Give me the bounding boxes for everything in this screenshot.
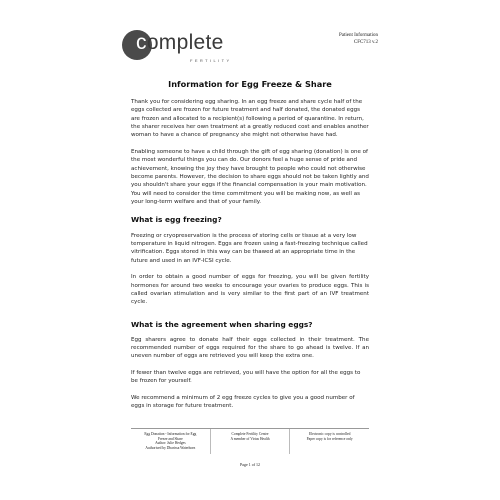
section-heading-egg-freezing: What is egg freezing? bbox=[131, 214, 222, 224]
logo-wordmark bbox=[136, 31, 224, 55]
footer-doc-name-line2: Freeze and Share bbox=[157, 436, 183, 441]
section-heading-sharing-agreement: What is the agreement when sharing eggs? bbox=[131, 319, 313, 329]
logo-subtitle: FERTILITY bbox=[190, 58, 232, 63]
document-code: CFC713 v.2 bbox=[353, 39, 378, 45]
document-footer bbox=[131, 428, 369, 454]
footer-electronic-copy-note: Electronic copy is controlled bbox=[308, 432, 351, 436]
logo-text-rest: omplete bbox=[146, 31, 224, 54]
sharing-agreement-paragraph-2: If fewer than twelve eggs are retrieved, you will have the option for all the eggs to be frozen for yourself. bbox=[131, 370, 361, 385]
sharing-agreement-paragraph-3: We recommend a minimum of 2 egg freeze cycles to give you a good number of eggs in storage for future treatment. bbox=[131, 395, 355, 410]
egg-freezing-paragraph-2: In order to obtain a good number of eggs for freezing, you will be given fertility hormones for around two weeks to encourage your ovaries to produce eggs. This is called ovarian stimulation and is very similar to the first part of an IVF treatment cycle. bbox=[131, 274, 369, 306]
sharing-agreement-paragraph-1: Egg sharers agree to donate half their eggs collected in their treatment. The recommended number of eggs required for the share to go ahead is twelve. If an uneven number of eggs are retrieved you will keep the extra one. bbox=[131, 336, 369, 360]
footer-member-of: A member of Virtus Health bbox=[230, 436, 270, 441]
complete-fertility-logo bbox=[122, 24, 232, 64]
egg-freezing-paragraph-1: Freezing or cryopreservation is the process of storing cells or tissue at a very low temperature in liquid nitrogen. Eggs are frozen using a fast-freezing technique called vitrification. Eggs stored in this way can be thawed at an appropriate time in the future and used in an IVF-ICSI cycle. bbox=[131, 232, 368, 264]
logo-text-first: c bbox=[136, 31, 147, 54]
intro-paragraph-2: Enabling someone to have a child through the gift of egg sharing (donation) is one of the most wonderful things you can do. Our donors feel a huge sense of pride and achievement, knowing the joy they have brought to people who could not otherwise become parents. However, the decision to share eggs should not be taken lightly and you shouldn't share your eggs if the financial compensation is your main motivation. You will need to consider the time commitment you will be making now, as well as your long-term welfare and that of your family. bbox=[131, 149, 369, 206]
intro-paragraph-1: Thank you for considering egg sharing. In an egg freeze and share cycle half of the eggs collected are frozen for future treatment and half donated, the donated eggs are frozen and allocated to a recipient(s) following a period of quarantine. In return, the sharer receives her own treatment at a greatly reduced cost and enables another woman to have a chance of pregnancy she might not otherwise have had. bbox=[131, 99, 369, 139]
footer-doc-name-line1: Egg Donation - Information for Egg bbox=[144, 432, 197, 436]
document-body bbox=[131, 98, 369, 419]
footer-copy-control bbox=[289, 429, 369, 454]
footer-organisation bbox=[211, 429, 290, 454]
patient-info-block bbox=[339, 33, 378, 46]
footer-centre-name: Complete Fertility Centre bbox=[231, 432, 269, 436]
patient-info-label: Patient Information bbox=[338, 33, 378, 38]
document-title: Information for Egg Freeze & Share bbox=[168, 79, 332, 89]
page-number: Page 1 of 12 bbox=[239, 462, 261, 467]
footer-document-info bbox=[131, 429, 211, 454]
footer-authoriser: Authorised by Dharissa Waterhorn bbox=[145, 445, 196, 450]
footer-author: Author: Julie Hedges bbox=[155, 441, 186, 446]
footer-paper-copy-note: Paper copy is for reference only bbox=[306, 436, 353, 441]
